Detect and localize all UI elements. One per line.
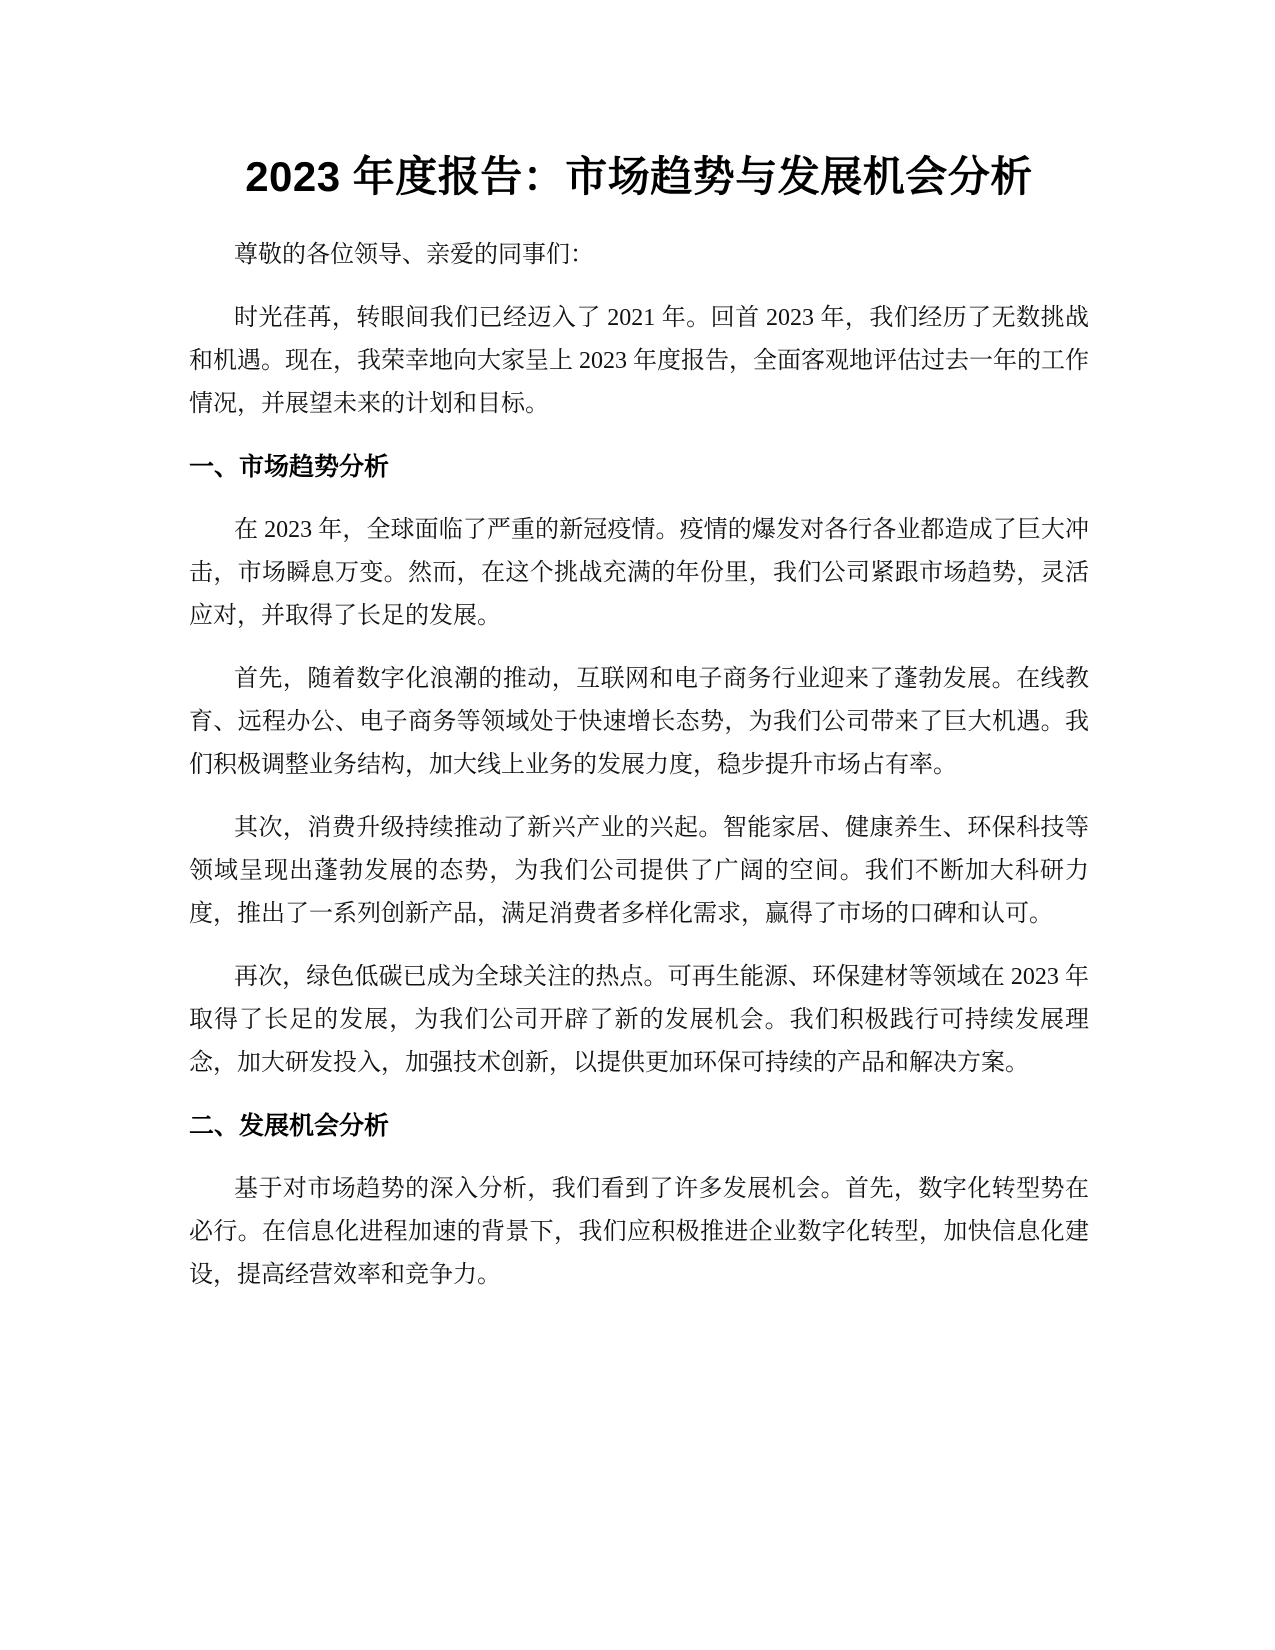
paragraph: 再次，绿色低碳已成为全球关注的热点。可再生能源、环保建材等领域在 2023 年取得了长足的发展，为我们公司开辟了新的发展机会。我们积极践行可持续发展理念，加大研发投入，加强技术创新，以提供更加环保可持续的产品和解决方案。 xyxy=(189,964,1089,1076)
section-heading-opportunities: 二、发展机会分析 xyxy=(189,1112,390,1140)
section-heading-market-trends: 一、市场趋势分析 xyxy=(189,453,390,481)
intro-paragraph: 时光荏苒，转眼间我们已经迈入了 2021 年。回首 2023 年，我们经历了无数挑战和机遇。现在，我荣幸地向大家呈上 2023 年度报告，全面客观地评估过去一年的工作情况，并展望未来的计划和目标。 xyxy=(189,305,1089,417)
document-body xyxy=(189,148,1089,1297)
paragraph: 基于对市场趋势的深入分析，我们看到了许多发展机会。首先，数字化转型势在必行。在信息化进程加速的背景下，我们应积极推进企业数字化转型，加快信息化建设，提高经营效率和竞争力。 xyxy=(189,1176,1089,1288)
paragraph: 在 2023 年，全球面临了严重的新冠疫情。疫情的爆发对各行各业都造成了巨大冲击，市场瞬息万变。然而，在这个挑战充满的年份里，我们公司紧跟市场趋势，灵活应对，并取得了长足的发展。 xyxy=(189,517,1089,629)
salutation: 尊敬的各位领导、亲爱的同事们： xyxy=(234,242,594,268)
document-title: 2023 年度报告：市场趋势与发展机会分析 xyxy=(245,153,1033,200)
paragraph: 其次，消费升级持续推动了新兴产业的兴起。智能家居、健康养生、环保科技等领域呈现出蓬勃发展的态势，为我们公司提供了广阔的空间。我们不断加大科研力度，推出了一系列创新产品，满足消费者多样化需求，赢得了市场的口碑和认可。 xyxy=(189,815,1089,927)
paragraph: 首先，随着数字化浪潮的推动，互联网和电子商务行业迎来了蓬勃发展。在线教育、远程办公、电子商务等领域处于快速增长态势，为我们公司带来了巨大机遇。我们积极调整业务结构，加大线上业务的发展力度，稳步提升市场占有率。 xyxy=(189,666,1089,778)
